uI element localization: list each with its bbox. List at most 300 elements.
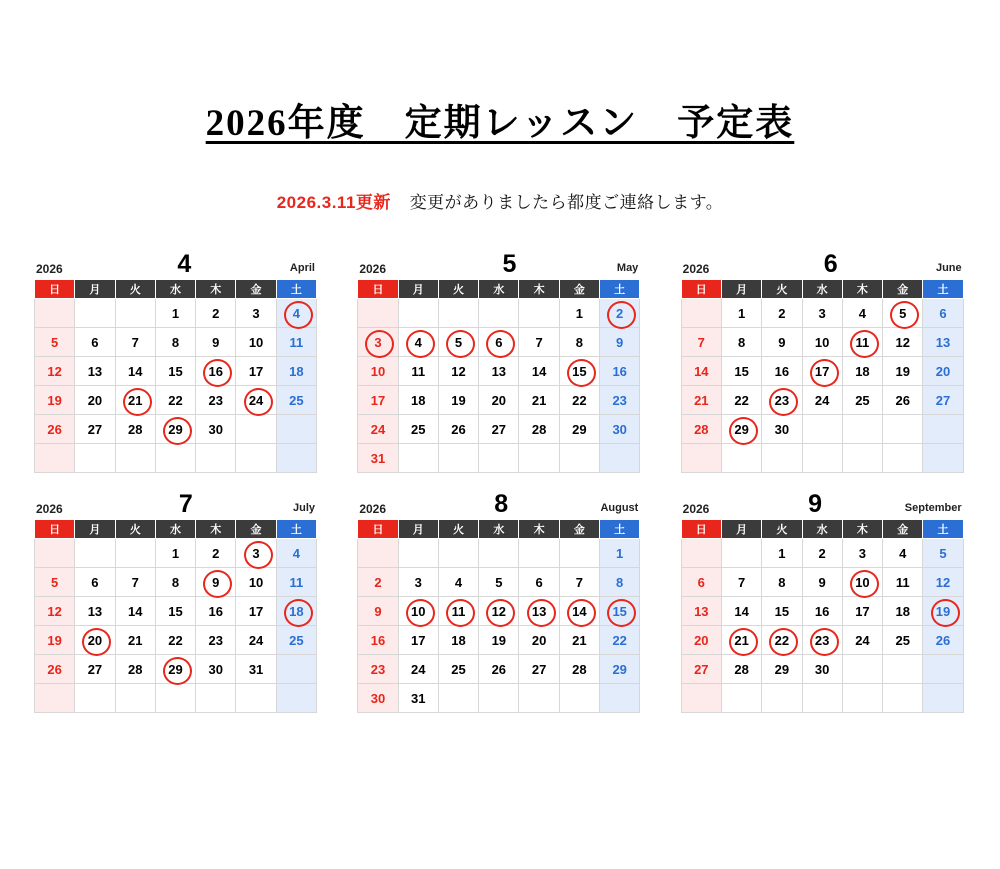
calendar-day-cell [398,626,438,655]
calendar-day-cell [75,415,115,444]
calendar-day-cell [236,444,276,473]
day-number: 13 [935,334,951,350]
calendar-day-cell [923,684,963,713]
calendar-week-row [358,357,640,386]
calendar-day-cell [196,684,236,713]
calendar-week-row [681,415,963,444]
calendar-day-cell [883,626,923,655]
day-number: 15 [734,363,749,379]
day-number: 20 [935,363,951,379]
document-page [0,92,1000,869]
day-number: 3 [818,305,826,321]
calendar-day-cell [155,597,195,626]
calendar-day-cell [276,655,316,684]
calendar-day-cell-marked [802,626,842,655]
calendar-day-cell [762,328,802,357]
day-number: 17 [855,603,870,619]
calendar-day-cell [802,328,842,357]
calendar-day-cell [276,568,316,597]
day-number: 21 [531,392,547,408]
day-number: 22 [572,392,587,408]
calendar-month-name-en: May [616,262,639,274]
weekday-header-cell: 木 [519,520,559,539]
calendar-day-cell [923,568,963,597]
day-number: 5 [939,545,947,561]
calendar-day-cell [479,539,519,568]
calendar-year-label: 2026 [359,502,387,516]
day-number: 18 [855,363,870,379]
calendar-day-cell [600,684,640,713]
day-number: 19 [491,632,507,648]
calendar-day-cell-marked [155,655,195,684]
day-number: 18 [289,363,304,379]
day-number: 25 [411,421,426,437]
calendar-day-cell [842,684,882,713]
update-note: 変更がありましたら都度ご連絡します。 [409,193,724,212]
calendar-month-name-en: September [904,502,962,514]
calendar-year-label: 2026 [36,262,63,276]
day-number: 10 [814,334,830,350]
weekday-header-cell: 土 [923,280,963,299]
calendar-day-cell-marked [883,299,923,328]
calendar-day-cell [559,684,599,713]
calendar-day-cell [35,539,75,568]
calendar-day-cell [519,415,559,444]
calendar-day-cell [681,444,721,473]
day-number: 18 [895,603,910,619]
calendar-week-row [35,626,317,655]
day-number: 17 [411,632,426,648]
calendar-day-cell [438,539,478,568]
calendar-day-cell [802,568,842,597]
calendar-day-cell [519,539,559,568]
calendar-day-cell [762,415,802,444]
calendar-day-cell [398,539,438,568]
day-number: 26 [935,632,951,648]
calendar-day-cell [600,539,640,568]
calendar-day-cell [802,299,842,328]
calendar-day-cell-marked [721,626,761,655]
day-number: 23 [208,392,223,408]
calendar-day-cell [438,299,478,328]
day-number: 1 [778,545,786,561]
weekday-header-cell: 土 [600,520,640,539]
day-number: 14 [531,363,547,379]
calendar-day-cell [883,415,923,444]
calendar-day-cell [358,597,398,626]
calendar-week-row [681,328,963,357]
calendar-day-cell [479,415,519,444]
calendar-day-cell [923,328,963,357]
calendar-week-row [681,597,963,626]
weekday-header-cell: 水 [802,280,842,299]
calendar-week-row [35,597,317,626]
day-number: 27 [87,421,103,437]
calendar-day-cell [35,597,75,626]
calendar-day-cell [681,299,721,328]
day-number: 11 [411,363,426,379]
day-number: 7 [535,334,543,350]
day-number: 14 [734,603,749,619]
weekday-header-cell: 水 [479,520,519,539]
day-number: 29 [572,421,587,437]
calendar-day-cell [559,299,599,328]
day-number: 8 [616,574,624,590]
day-number: 25 [289,392,304,408]
update-date: 2026.3.11更新 [276,193,391,212]
day-number: 25 [895,632,910,648]
day-number: 22 [734,392,749,408]
calendar-week-row [358,299,640,328]
calendar-month-name-en: June [935,262,962,274]
calendar-day-cell [923,539,963,568]
day-number: 27 [935,392,951,408]
calendar-day-cell [398,444,438,473]
calendar-day-cell-marked [842,328,882,357]
calendar-day-cell [35,357,75,386]
day-number: 3 [414,574,422,590]
day-number: 30 [208,661,223,677]
calendar-day-cell [802,597,842,626]
calendar-table [357,519,640,713]
calendar-day-cell [559,568,599,597]
calendar-day-cell [358,444,398,473]
calendar-day-cell [196,539,236,568]
calendar-day-cell [236,357,276,386]
calendar-day-cell [762,597,802,626]
calendar-day-cell [155,299,195,328]
calendar-month-9 [681,487,964,713]
calendar-day-cell-marked [398,328,438,357]
calendar-day-cell [155,626,195,655]
calendar-month-number: 6 [823,250,838,278]
day-number: 26 [47,661,62,677]
calendar-month-number: 8 [494,490,509,518]
calendar-month-name-en: April [289,262,315,274]
day-number: 11 [895,574,910,590]
calendar-day-cell [276,357,316,386]
day-number: 10 [855,574,870,590]
calendar-day-cell [802,539,842,568]
day-number: 12 [47,363,62,379]
calendar-day-cell [883,328,923,357]
calendar-day-cell [115,299,155,328]
calendar-day-cell [35,626,75,655]
day-number: 21 [734,632,749,648]
calendar-month-number: 5 [502,250,517,278]
calendar-week-row [35,684,317,713]
day-number: 31 [248,661,264,677]
calendar-week-row [35,655,317,684]
calendar-day-cell [721,299,761,328]
day-number: 8 [171,334,180,350]
day-number: 22 [612,632,627,648]
day-number: 4 [899,545,907,561]
calendar-day-cell [196,415,236,444]
calendar-day-cell [196,328,236,357]
calendar-day-cell [236,328,276,357]
calendar-day-cell [559,539,599,568]
day-number: 8 [737,334,746,350]
day-number: 18 [289,603,304,619]
day-number: 21 [127,392,143,408]
calendar-day-cell [358,386,398,415]
calendar-week-row [681,357,963,386]
day-number: 2 [374,574,382,590]
calendar-table [357,279,640,473]
calendar-week-row [358,568,640,597]
calendar-day-cell [883,655,923,684]
calendar-day-cell [762,357,802,386]
day-number: 24 [411,661,426,677]
calendar-month-7 [34,487,317,713]
calendar-day-cell [883,444,923,473]
calendar-week-row [358,655,640,684]
calendar-header [357,487,640,519]
weekday-header-cell: 木 [519,280,559,299]
day-number: 18 [451,632,466,648]
calendar-day-cell [559,655,599,684]
weekday-header-cell: 金 [236,280,276,299]
calendar-day-cell [559,444,599,473]
day-number: 9 [212,334,220,350]
calendar-day-cell [398,415,438,444]
calendar-year-label: 2026 [682,502,710,516]
calendar-day-cell [802,415,842,444]
calendar-day-cell [276,684,316,713]
calendar-day-cell [762,684,802,713]
day-number: 7 [575,574,583,590]
day-number: 1 [737,305,746,321]
calendar-month-number: 4 [177,250,192,278]
calendar-day-cell [358,655,398,684]
day-number: 21 [572,632,587,648]
calendar-week-row [681,684,963,713]
day-number: 24 [248,392,264,408]
day-number: 8 [575,334,583,350]
day-number: 13 [87,603,103,619]
day-number: 5 [454,334,463,350]
calendar-week-row [358,597,640,626]
calendar-day-cell [600,357,640,386]
weekday-header-cell: 土 [276,520,316,539]
day-number: 31 [370,450,386,466]
calendar-day-cell [842,386,882,415]
day-number: 24 [855,632,870,648]
weekday-header-cell: 土 [276,280,316,299]
calendar-day-cell [883,539,923,568]
calendar-day-cell [762,568,802,597]
calendar-day-cell [600,386,640,415]
day-number: 3 [252,545,260,561]
calendar-day-cell [35,444,75,473]
day-number: 15 [774,603,790,619]
calendar-day-cell [721,539,761,568]
calendar-day-cell-marked [479,597,519,626]
calendar-day-cell [35,386,75,415]
calendar-day-cell [479,655,519,684]
day-number: 12 [491,603,507,619]
day-number: 2 [616,305,624,321]
calendar-day-cell [115,357,155,386]
day-number: 4 [414,334,422,350]
calendar-day-cell-marked [721,415,761,444]
calendar-day-cell [762,299,802,328]
day-number: 15 [612,603,627,619]
day-number: 20 [87,632,103,648]
calendar-day-cell [681,568,721,597]
day-number: 29 [168,421,183,437]
calendar-day-cell [75,539,115,568]
calendar-day-cell-marked [155,415,195,444]
calendar-day-cell [236,684,276,713]
calendar-day-cell [519,655,559,684]
calendar-header [34,247,317,279]
calendar-day-cell [923,415,963,444]
weekday-header-row [35,280,317,299]
calendar-day-cell [196,386,236,415]
weekday-header-row [35,520,317,539]
calendar-table [681,279,964,473]
calendar-year-label: 2026 [36,502,63,516]
calendar-day-cell [398,299,438,328]
day-number: 19 [895,363,910,379]
calendar-day-cell [762,655,802,684]
calendar-day-cell [600,444,640,473]
calendar-day-cell [115,444,155,473]
day-number: 9 [212,574,220,590]
calendar-day-cell [883,684,923,713]
weekday-header-row [681,520,963,539]
calendar-day-cell [75,444,115,473]
weekday-header-cell: 月 [75,280,115,299]
calendar-table [681,519,964,713]
day-number: 3 [252,305,260,321]
day-number: 5 [495,574,503,590]
calendar-day-cell [842,357,882,386]
day-number: 1 [171,545,180,561]
day-number: 6 [535,574,543,590]
day-number: 25 [855,392,870,408]
calendar-week-row [358,328,640,357]
day-number: 9 [616,334,624,350]
calendar-week-row [681,568,963,597]
day-number: 6 [495,334,503,350]
day-number: 19 [47,632,62,648]
day-number: 26 [47,421,62,437]
calendar-day-cell [519,568,559,597]
weekday-header-row [358,520,640,539]
weekday-header-cell: 木 [196,280,236,299]
calendar-day-cell [842,444,882,473]
calendar-day-cell [155,539,195,568]
calendar-day-cell [762,444,802,473]
calendar-day-cell-marked [519,597,559,626]
calendar-day-cell [196,655,236,684]
calendar-day-cell [115,626,155,655]
day-number: 29 [734,421,749,437]
calendar-day-cell [721,444,761,473]
calendar-day-cell-marked [438,597,478,626]
calendar-day-cell [681,684,721,713]
weekday-header-cell: 火 [438,280,478,299]
calendar-day-cell [762,539,802,568]
calendar-year-label: 2026 [359,262,387,276]
weekday-header-cell: 土 [600,280,640,299]
calendar-day-cell [438,684,478,713]
calendar-day-cell [75,568,115,597]
day-number: 16 [208,603,223,619]
calendar-day-cell [115,415,155,444]
calendar-day-cell-marked [398,597,438,626]
calendar-week-row [681,386,963,415]
calendar-month-5 [357,247,640,473]
calendar-day-cell [438,655,478,684]
weekday-header-cell: 日 [358,520,398,539]
calendar-day-cell [236,626,276,655]
calendar-day-cell [115,328,155,357]
calendar-day-cell [681,328,721,357]
calendar-day-cell [358,415,398,444]
calendar-day-cell-marked [600,597,640,626]
calendar-header [357,247,640,279]
day-number: 14 [127,603,143,619]
day-number: 7 [697,334,705,350]
calendar-day-cell [358,684,398,713]
day-number: 11 [855,334,870,350]
day-number: 2 [818,545,826,561]
weekday-header-cell: 日 [358,280,398,299]
calendar-day-cell [75,299,115,328]
calendar-day-cell [438,357,478,386]
weekday-header-cell: 火 [115,280,155,299]
day-number: 29 [612,661,627,677]
calendar-day-cell [681,539,721,568]
day-number: 15 [168,603,183,619]
calendar-day-cell [923,386,963,415]
calendar-day-cell [479,684,519,713]
calendar-month-8 [357,487,640,713]
calendar-day-cell [196,299,236,328]
day-number: 17 [248,363,264,379]
calendar-day-cell [115,539,155,568]
calendar-day-cell-marked [923,597,963,626]
day-number: 9 [818,574,826,590]
weekday-header-cell: 火 [115,520,155,539]
day-number: 18 [411,392,426,408]
day-number: 17 [370,392,386,408]
weekday-header-cell: 火 [762,520,802,539]
day-number: 12 [47,603,62,619]
day-number: 14 [572,603,587,619]
calendar-week-row [35,386,317,415]
calendar-day-cell [923,357,963,386]
calendar-day-cell [196,597,236,626]
day-number: 3 [858,545,867,561]
calendar-day-cell [519,444,559,473]
calendar-day-cell-marked [358,328,398,357]
weekday-header-cell: 日 [35,520,75,539]
day-number: 6 [91,574,99,590]
calendar-day-cell [600,328,640,357]
calendar-month-number: 7 [178,490,193,518]
calendar-day-cell [75,597,115,626]
day-number: 15 [572,363,587,379]
weekday-header-cell: 火 [762,280,802,299]
day-number: 5 [51,334,59,350]
day-number: 20 [694,632,709,648]
calendar-day-cell [358,299,398,328]
